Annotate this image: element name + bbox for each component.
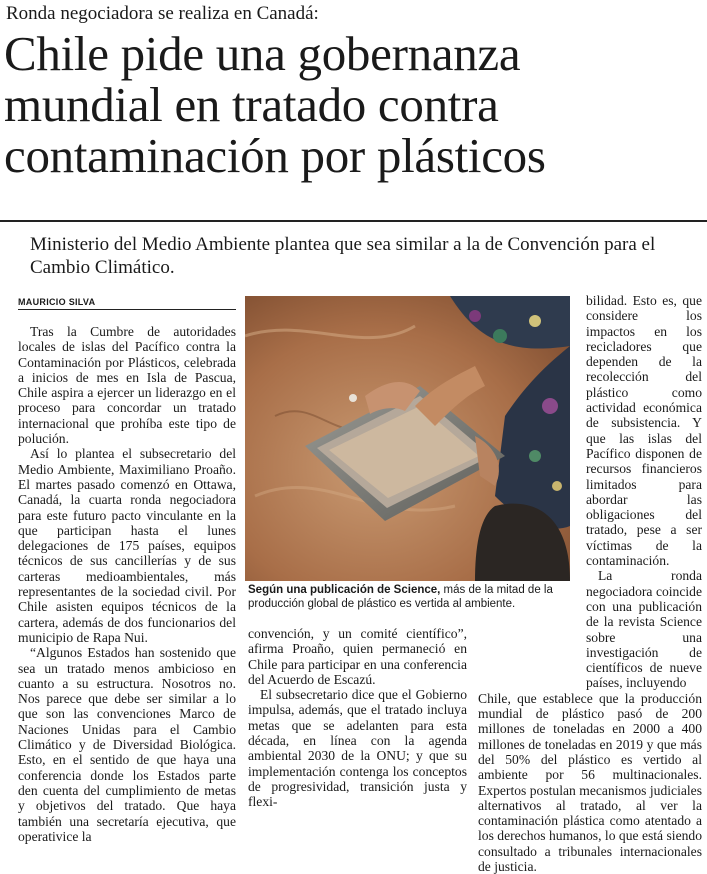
caption-lead: Según una publicación de Science,: [248, 584, 441, 596]
paragraph: bilidad. Esto es, que considere los impactos en los recicladores que dependen de la recolección del plástico como actividad económica de subsistencia. Y que las islas del Pacífico disponen de recursos financieros limitados para abordar las obligaciones del tratado, pese a ser víctimas de la contaminación.: [586, 293, 702, 569]
paragraph: La ronda negociadora coincide con una publicación de la revista Science sobre una investigación de científicos de nueve países, incluyendo: [586, 568, 702, 691]
paragraph: Chile, que establece que la producción mundial de plástico pasó de 200 millones de toneladas en 2000 a 400 millones de toneladas en 2019 y que más del 50% del plástico es vertido al ambiente por 56 multinacionales. Expertos postulan mecanismos judiciales alternativos al tratado, al ver la contaminación plástica como atentado a los derechos humanos, lo que está siendo consultado a tribunales internacionales de justicia.: [478, 690, 702, 874]
paragraph: convención, y un comité científico”, afirma Proaño, quien permaneció en Chile para participar en una conferencia del Acuerdo de Escazú.: [248, 626, 467, 687]
body-column-2: [248, 626, 467, 810]
headline-rule: [0, 220, 707, 222]
kicker: Ronda negociadora se realiza en Canadá:: [6, 3, 319, 24]
paragraph: El subsecretario dice que el Gobierno impulsa, además, que el tratado incluya metas que se adelanten para esta década, en línea con la agenda ambiental 2030 de la ONU; y que su implementación contenga los conceptos de progresividad, transición justa y flexi-: [248, 687, 467, 810]
paragraph: Tras la Cumbre de autoridades locales de islas del Pacífico contra la Contaminación por Plásticos, celebrada a inicios de mes en Isla de Pascua, Chile aspira a ejercer un liderazgo en el proceso para concordar un tratado internacional que prohíba este tipo de polución.: [18, 324, 236, 447]
caption-text: más de la mitad de la producción global de plástico es vertida al ambiente.: [248, 584, 553, 610]
paragraph: Así lo plantea el subsecretario del Medio Ambiente, Maximiliano Proaño. El martes pasado comenzó en Ottawa, Canadá, la cuarta ronda negociadora para este futuro pacto vinculante en la que participan hasta el lunes delegaciones de 175 países, equipos técnicos de sus cancillerías y de sus carteras medioambientales, más representantes de la sociedad civil. Por Chile asisten equipos técnicos de la cartera, además de dos funcionarios del municipio de Rapa Nui.: [18, 446, 236, 645]
byline: MAURICIO SILVA: [18, 297, 96, 307]
headline-line-2: mundial en tratado contra: [4, 77, 499, 132]
paragraph: “Algunos Estados han sostenido que sea un tratado menos ambicioso en cuanto a su estructura. Nosotros no. Nos parece que debe ser similar a lo que son las convenciones Marco de Naciones Unidas para el Cambio Climático y de Diversidad Biológica. Esto, en el sentido de que haya una conferencia donde los Estados parte den cuenta del cumplimiento de metas y objetivos del tratado. Que haya también una secretaría ejecutiva, que operativice la: [18, 645, 236, 844]
headline: [4, 28, 704, 181]
headline-line-1: Chile pide una gobernanza: [4, 26, 521, 81]
body-column-1: [18, 324, 236, 844]
column-3-top: [586, 293, 702, 691]
byline-rule: [18, 309, 236, 310]
headline-line-3: contaminación por plásticos: [4, 128, 546, 183]
deck: Ministerio del Medio Ambiente plantea que sea similar a la de Convención para el Cambio Climático.: [30, 234, 656, 278]
body-column-3: [478, 293, 702, 874]
